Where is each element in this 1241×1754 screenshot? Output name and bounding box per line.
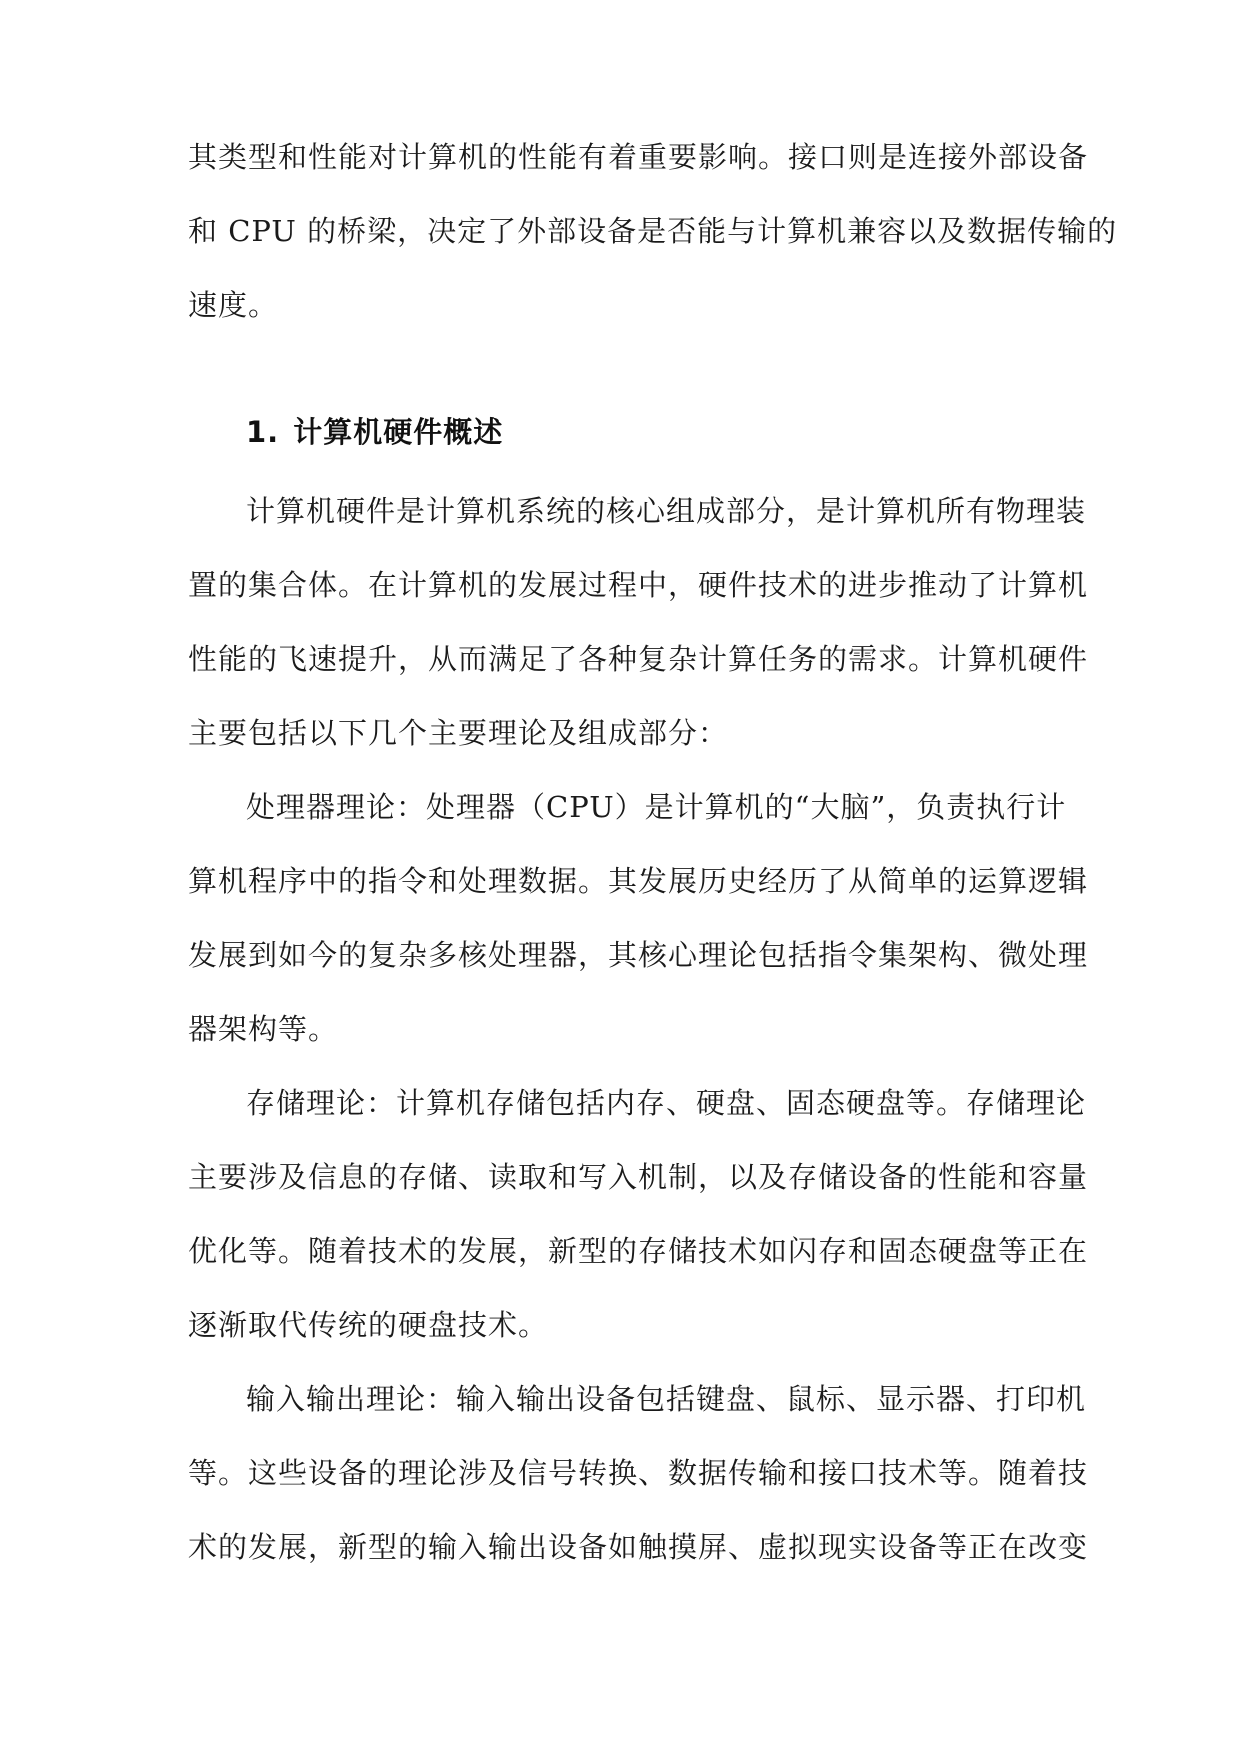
paragraph-io-theory bbox=[188, 1362, 1089, 1584]
paragraph-line: 术的发展，新型的输入输出设备如触摸屏、虚拟现实设备等正在改变 bbox=[188, 1530, 1089, 1564]
paragraph-line: 存储理论：计算机存储包括内存、硬盘、固态硬盘等。存储理论 bbox=[246, 1086, 1087, 1120]
paragraph-line: 计算机硬件是计算机系统的核心组成部分，是计算机所有物理装 bbox=[246, 494, 1087, 528]
paragraph-processor-theory bbox=[188, 770, 1089, 1066]
paragraph-storage-theory bbox=[188, 1066, 1089, 1362]
paragraph-line: 速度。 bbox=[188, 288, 279, 322]
paragraph-line: 主要涉及信息的存储、读取和写入机制，以及存储设备的性能和容量 bbox=[188, 1160, 1089, 1194]
paragraph-line: 器架构等。 bbox=[188, 1012, 339, 1046]
paragraph-hardware-overview bbox=[188, 474, 1089, 770]
paragraph-line: 置的集合体。在计算机的发展过程中，硬件技术的进步推动了计算机 bbox=[188, 568, 1089, 602]
paragraph-line: 等。这些设备的理论涉及信号转换、数据传输和接口技术等。随着技 bbox=[188, 1456, 1089, 1490]
paragraph-line: 和 CPU 的桥梁，决定了外部设备是否能与计算机兼容以及数据传输的 bbox=[188, 214, 1118, 248]
paragraph-line: 主要包括以下几个主要理论及组成部分： bbox=[188, 716, 729, 750]
paragraph-line: 发展到如今的复杂多核处理器，其核心理论包括指令集架构、微处理 bbox=[188, 938, 1089, 972]
paragraph-line: 逐渐取代传统的硬盘技术。 bbox=[188, 1308, 549, 1342]
paragraph-line: 输入输出理论：输入输出设备包括键盘、鼠标、显示器、打印机 bbox=[246, 1382, 1087, 1416]
paragraph-line: 其类型和性能对计算机的性能有着重要影响。接口则是连接外部设备 bbox=[188, 140, 1089, 174]
paragraph-line: 算机程序中的指令和处理数据。其发展历史经历了从简单的运算逻辑 bbox=[188, 864, 1089, 898]
paragraph-line: 处理器理论：处理器（CPU）是计算机的“大脑”，负责执行计 bbox=[246, 790, 1067, 824]
paragraph-line: 性能的飞速提升，从而满足了各种复杂计算任务的需求。计算机硬件 bbox=[188, 642, 1089, 676]
intro-paragraph bbox=[188, 120, 1118, 342]
section-title: 计算机硬件概述 bbox=[293, 415, 504, 449]
paragraph-line: 优化等。随着技术的发展，新型的存储技术如闪存和固态硬盘等正在 bbox=[188, 1234, 1089, 1268]
section-heading bbox=[246, 395, 503, 469]
section-number: 1. bbox=[246, 415, 280, 449]
